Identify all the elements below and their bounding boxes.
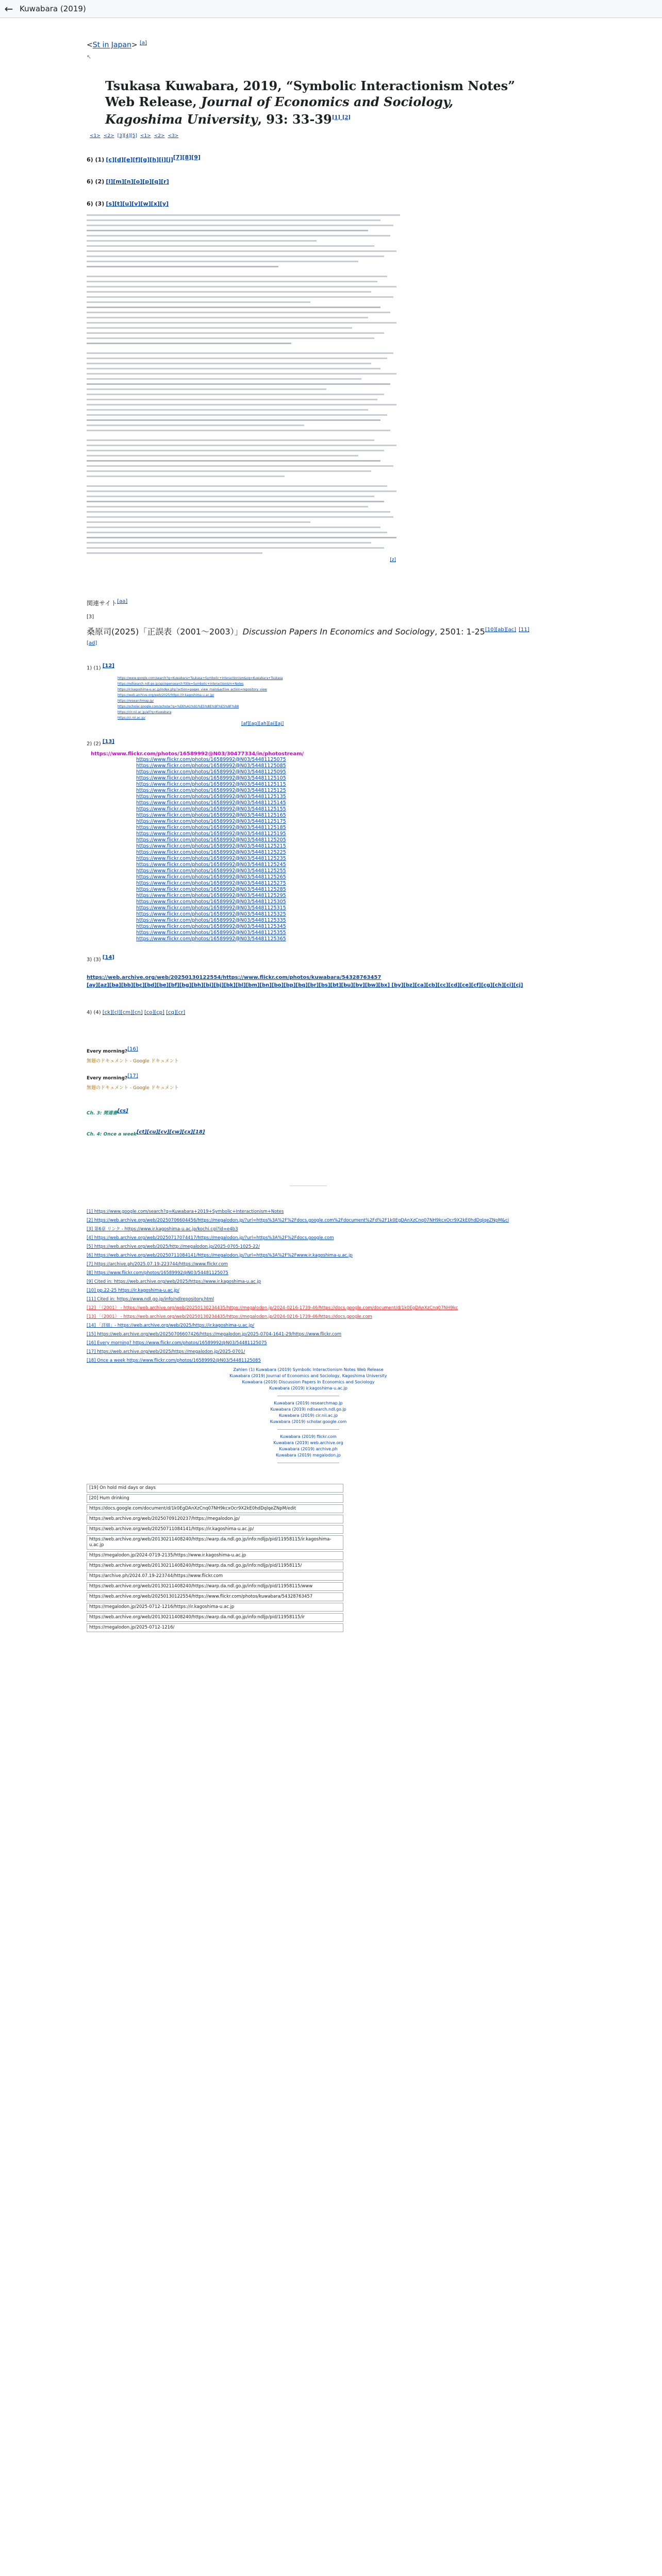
list-item[interactable]: https://researchmap.jp/ — [118, 699, 154, 703]
text-line — [87, 552, 262, 554]
chapter-4: Ch. 4: Once a week[ct][cu][cv][cw][cx][18] — [87, 1129, 205, 1137]
text-line — [87, 358, 387, 359]
text-line — [87, 250, 396, 252]
text-line — [87, 404, 396, 405]
text-line — [87, 455, 358, 456]
text-line — [87, 296, 393, 298]
note-box[interactable]: https://archive.ph/2024.07.19-223744/https://www.flickr.com — [87, 1572, 343, 1581]
text-line — [87, 516, 393, 518]
reference-item[interactable]: [13] 「《2001》 - https://web.archive.org/web/20250130234435/https://megalodon.jp/2024-0216-1739-46/https://docs.google.com — [87, 1314, 372, 1319]
index-item[interactable]: Kuwabara (2019) researchmap.jp — [274, 1400, 343, 1405]
text-line — [87, 363, 371, 364]
text-line — [87, 256, 384, 257]
text-line — [87, 327, 352, 329]
text-line — [87, 537, 396, 538]
text-line — [87, 343, 291, 344]
section-link[interactable]: [c][d][e][f][g][h][i][j] — [106, 156, 173, 163]
note-box[interactable]: [19] On hold mid days or days — [87, 1484, 343, 1493]
text-line — [87, 383, 390, 385]
text-line — [87, 547, 384, 549]
related-sites: 関連サイト[aa] — [87, 598, 128, 607]
section-label: 6) (1) — [87, 156, 105, 163]
text-line — [87, 419, 380, 421]
text-line — [87, 240, 317, 242]
text-line — [87, 445, 396, 446]
text-line — [87, 425, 304, 426]
toc-link[interactable]: [3][4][5] — [117, 133, 137, 139]
section-link[interactable]: [l][m][n][o][p][q][r] — [106, 178, 169, 185]
subsection-3: 3) (3) [14] — [87, 954, 114, 962]
reference-item[interactable]: [8] https://www.flickr.com/photos/16589992@N03/54481125075 — [87, 1270, 228, 1276]
text-line — [87, 496, 374, 497]
divider: ―――――――― — [290, 1183, 327, 1189]
flickr-link[interactable]: https://www.flickr.com/photos/16589992@N03/54481125345 — [136, 923, 286, 929]
index-item[interactable]: Kuwabara (2019) ir.kagoshima-u.ac.jp — [269, 1385, 347, 1391]
note-box[interactable]: https://web.archive.org/web/20130211408240/https://warp.da.ndl.go.jp/info:ndljp/pid/11958115/www — [87, 1582, 343, 1591]
breadcrumb: <St in Japan> [a] — [87, 40, 147, 49]
flickr-link[interactable]: https://www.flickr.com/photos/16589992@N03/54481125255 — [136, 868, 286, 874]
text-line — [87, 460, 380, 462]
section-link[interactable]: [s][t][u][v][w][x][y] — [106, 200, 169, 207]
list-item[interactable]: https://ci.nii.ac.jp/ — [118, 716, 145, 720]
text-line — [87, 399, 377, 400]
text-line — [87, 337, 374, 339]
text-line — [87, 281, 377, 282]
index-item[interactable]: Kuwabara (2019) flickr.com — [280, 1434, 337, 1439]
text-line — [87, 511, 390, 513]
text-line — [87, 266, 278, 267]
text-line — [87, 409, 368, 411]
note-box[interactable]: https://web.archive.org/web/20130211408240/https://warp.da.ndl.go.jp/info:ndljp/pid/11958115/ir.kagoshima-u.ac.jp — [87, 1535, 343, 1550]
reference-item[interactable]: [14] 「詳細」- https://web.archive.org/web/2025/https://ir.kagoshima-u.ac.jp/ — [87, 1323, 255, 1328]
flickr-link[interactable]: https://www.flickr.com/photos/16589992@N03/54481125175 — [136, 818, 286, 824]
text-line — [87, 317, 368, 318]
reference-list — [87, 1209, 530, 1364]
note-box[interactable]: https://megalodon.jp/2025-0712-1216/ — [87, 1623, 343, 1632]
doc-link-1[interactable]: 無題のドキュメント - Google ドキュメント — [87, 1058, 179, 1064]
index-item[interactable]: Kuwabara (2019) cir.nii.ac.jp — [278, 1413, 338, 1418]
list-item[interactable]: https://ir.kagoshima-u.ac.jp/index.php?action=pages_view_main&active_action=repository_view — [118, 688, 267, 692]
text-line — [87, 532, 387, 533]
list-item[interactable]: https://scholar.google.com/scholar?q=%E6%A1%91%E5%8E%9F%E5%8F%B8 — [118, 705, 239, 709]
flickr-link[interactable]: https://www.flickr.com/photos/16589992@N03/54481125315 — [136, 905, 286, 911]
reference-item[interactable]: [4] https://web.archive.org/web/20250717074417/https://megalodon.jp/?url=https%3A%2F%2Fdocs.google.com — [87, 1235, 334, 1241]
reference-item[interactable]: [18] Once a week https://www.flickr.com/photos/16589992@N03/54481125085 — [87, 1358, 261, 1363]
flickr-link[interactable]: https://www.flickr.com/photos/16589992@N03/54481125245 — [136, 861, 286, 868]
flickr-link[interactable]: https://www.flickr.com/photos/16589992@N03/54481125305 — [136, 899, 286, 905]
index-item[interactable]: Kuwabara (2019) archive.ph — [279, 1446, 338, 1451]
index-item[interactable]: Kuwabara (2019) ndlsearch.ndl.go.jp — [270, 1406, 346, 1412]
text-line — [87, 414, 387, 416]
text-line — [87, 439, 374, 441]
section-label: 6) (2) — [87, 178, 105, 185]
reference-item[interactable]: [1] https://www.google.com/search?q=Kuwabara+2019+Symbolic+Interactionism+Notes — [87, 1209, 284, 1214]
text-line — [87, 465, 393, 467]
index-item[interactable]: Kuwabara (2019) Journal of Economics and Sociology, Kagoshima University — [229, 1373, 387, 1378]
flickr-link[interactable]: https://www.flickr.com/photos/16589992@N03/54481125085 — [136, 762, 286, 769]
text-line — [87, 542, 371, 544]
flickr-header-link[interactable]: https://www.flickr.com/photos/16589992@N03/30477334/in/photostream/ — [91, 751, 304, 757]
note-box[interactable]: https://web.archive.org/web/20250709120237/https://megalodon.jp/ — [87, 1515, 343, 1523]
text-line — [87, 368, 380, 369]
toc-nav — [90, 133, 530, 139]
reference-item[interactable]: [11] Cited in: https://www.ndl.go.jp/info/ndlrepository.html — [87, 1296, 214, 1302]
flickr-link[interactable]: https://www.flickr.com/photos/16589992@N03/54481125135 — [136, 793, 286, 800]
index-list — [87, 1367, 530, 1463]
reference-item[interactable]: [15] https://web.archive.org/web/20250706607426/https://megalodon.jp/2025-0704-1641-29/https://www.flickr.com — [87, 1331, 341, 1337]
reference-item[interactable]: [2] https://web.archive.org/web/20250706604456/https://megalodon.jp/?url=https%3A%2F%2Fdocs.google.com%2Fdocument%2Fd%2F1k0EgDAnXzCnq07NH9kcxOcr9X2kE0hdDqlqeZNpM&ci — [87, 1217, 509, 1223]
flickr-link[interactable]: https://www.flickr.com/photos/16589992@N03/54481125125 — [136, 787, 286, 793]
toc-link[interactable]: <3> — [168, 133, 179, 139]
flickr-link[interactable]: https://www.flickr.com/photos/16589992@N03/54481125365 — [136, 936, 286, 942]
note-box[interactable]: https://web.archive.org/web/20250711084141/https://ir.kagoshima-u.ac.jp/ — [87, 1525, 343, 1534]
section-list — [87, 154, 530, 207]
subsection-2: 2) (2) [13] — [87, 739, 114, 747]
doc-link-2[interactable]: 無題のドキュメント - Google ドキュメント — [87, 1085, 179, 1091]
text-line — [87, 276, 387, 277]
flickr-link[interactable]: https://www.flickr.com/photos/16589992@N03/54481125215 — [136, 843, 286, 849]
every-morning-1: Every morning?[16] — [87, 1046, 138, 1054]
flickr-link[interactable]: https://www.flickr.com/photos/16589992@N03/54481125165 — [136, 812, 286, 818]
note-box[interactable]: https://web.archive.org/web/20130211408240/https://warp.da.ndl.go.jp/info:ndljp/pid/11958115/ — [87, 1562, 343, 1570]
text-line — [87, 373, 396, 375]
flickr-link[interactable]: https://www.flickr.com/photos/16589992@N03/54481125145 — [136, 800, 286, 806]
list-item[interactable]: https://web.archive.org/web/2025/https://ir.kagoshima-u.ac.jp/ — [118, 693, 214, 698]
note-box[interactable]: https://megalodon.jp/2025-0712-1216/https://ir.kagoshima-u.ac.jp — [87, 1603, 343, 1612]
citation-2025: [3] 桑原司(2025)「正誤表（2001〜2003）」Discussion Papers In Economics and Sociology, 2501: 1-25[10][ab][ac] [11][ad] — [87, 614, 529, 646]
index-item[interactable]: Kuwabara (2019) web.archive.org — [273, 1440, 343, 1445]
section-heading — [87, 200, 530, 207]
footnote-ref[interactable]: [a] — [140, 40, 147, 46]
text-line — [87, 307, 380, 308]
index-item[interactable]: Kuwabara (2019) Discussion Papers In Economics and Sociology — [242, 1379, 375, 1384]
text-line — [87, 214, 400, 216]
flickr-link[interactable]: https://www.flickr.com/photos/16589992@N03/54481125285 — [136, 886, 286, 892]
flickr-link[interactable]: https://www.flickr.com/photos/16589992@N03/54481125195 — [136, 831, 286, 837]
note-box[interactable]: [20] Hum drinking — [87, 1494, 343, 1503]
link-list — [118, 676, 530, 720]
flickr-link[interactable]: https://www.flickr.com/photos/16589992@N03/54481125205 — [136, 837, 286, 843]
section-label: 6) (3) — [87, 200, 105, 207]
footnote-ref[interactable]: [1] [2] — [332, 114, 351, 121]
flickr-link[interactable]: https://www.flickr.com/photos/16589992@N03/54481125295 — [136, 892, 286, 899]
text-line — [87, 245, 374, 247]
text-line — [87, 485, 387, 487]
flickr-link[interactable]: https://www.flickr.com/photos/16589992@N03/54481125335 — [136, 917, 286, 923]
text-line — [87, 430, 390, 431]
index-item[interactable]: Kuwabara (2019) megalodon.jp — [276, 1452, 341, 1458]
text-line — [87, 527, 380, 528]
text-line — [87, 470, 371, 472]
text-line — [87, 450, 384, 451]
toc-link[interactable]: <1> — [90, 133, 101, 139]
reference-item[interactable]: [6] https://web.archive.org/web/20250711084141/https://megalodon.jp/?url=https%3A%2F%2Fwww.ir.kagoshima-u.ac.jp — [87, 1252, 353, 1258]
list-item[interactable]: https://ndlsearch.ndl.go.jp/api/opensearch?title=Symbolic+Interactionism+Notes — [118, 682, 244, 686]
subsection-1: 1) (1) [12] — [87, 663, 114, 671]
flickr-link[interactable]: https://www.flickr.com/photos/16589992@N03/54481125275 — [136, 880, 286, 886]
endnote: [z] — [390, 557, 396, 563]
index-item[interactable]: Zahlen (1) Kuwabara (2019) Symbolic Interactionism Notes Web Release — [233, 1367, 384, 1372]
section-heading — [87, 154, 530, 163]
flickr-link[interactable]: https://www.flickr.com/photos/16589992@N03/54481125355 — [136, 929, 286, 936]
reference-item[interactable]: [9] Cited in: https://web.archive.org/web/2025/https://www.ir.kagoshima-u.ac.jp — [87, 1279, 261, 1284]
flickr-link[interactable]: https://www.flickr.com/photos/16589992@N03/54481125095 — [136, 769, 286, 775]
text-line — [87, 490, 396, 492]
arrow-left-icon[interactable]: ← — [4, 3, 13, 15]
reference-item[interactable]: [16] Every morning? https://www.flickr.com/photos/16589992@N03/54481125075 — [87, 1340, 267, 1346]
text-line — [87, 322, 396, 324]
text-line — [87, 378, 361, 380]
text-line — [87, 225, 393, 226]
toc-link[interactable]: <1> — [140, 133, 151, 139]
section-heading — [87, 178, 530, 185]
flickr-link[interactable]: https://www.flickr.com/photos/16589992@N03/54481125185 — [136, 824, 286, 831]
reference-item[interactable]: [3] 第6章 リンク - https://www.ir.kagoshima-u.ac.jp/kochi.cgi?id=e4b3 — [87, 1226, 238, 1232]
divider-line — [277, 1429, 339, 1430]
reference-item[interactable]: [12] 「《2001》 - https://web.archive.org/web/20250130234435/https://megalodon.jp/2024-0216-1739-46/https://docs.google.com/document/d/1k0EgDAnXzCnq07NH9kc — [87, 1305, 458, 1311]
text-line — [87, 312, 390, 313]
page-title: Kuwabara (2019) — [20, 4, 86, 13]
note-box[interactable]: https://web.archive.org/web/20130211408240/https://warp.da.ndl.go.jp/info:ndljp/pid/11958115/ir — [87, 1613, 343, 1622]
text-line — [87, 230, 368, 231]
reference-item[interactable]: [10] pp.22-25 https://ir.kagoshima-u.ac.jp/ — [87, 1287, 179, 1293]
flickr-links — [136, 757, 530, 942]
text-line — [87, 506, 368, 507]
subsection-4: 4) (4) [ck][cl][cm][cn] [co][cp] [cq][cr] — [87, 1009, 186, 1015]
chapter-3: Ch. 3: 関連書[cs] — [87, 1108, 128, 1116]
reference-item[interactable]: [17] https://web.archive.org/web/2025/https://megalodon.jp/2025-0701/ — [87, 1349, 245, 1354]
lead-mark: ↖ — [87, 53, 92, 60]
footnote-ref[interactable]: [7][8][9] — [173, 154, 201, 161]
flickr-link[interactable]: https://www.flickr.com/photos/16589992@N03/54481125105 — [136, 775, 286, 781]
text-line — [87, 476, 285, 477]
text-line — [87, 521, 310, 523]
toc-link[interactable]: <2> — [103, 133, 114, 139]
bottom-notes — [87, 1484, 530, 1632]
text-line — [87, 261, 358, 262]
flickr-link[interactable]: https://www.flickr.com/photos/16589992@N03/54481125265 — [136, 874, 286, 880]
flickr-link[interactable]: https://www.flickr.com/photos/16589992@N03/54481125075 — [136, 756, 286, 762]
toc-link[interactable]: <2> — [154, 133, 165, 139]
text-line — [87, 291, 371, 293]
flickr-link[interactable]: https://www.flickr.com/photos/16589992@N03/54481125235 — [136, 855, 286, 861]
reference-item[interactable]: [5] https://web.archive.org/web/2025/http://megalodon.jp/2025-0705-1025-22/ — [87, 1244, 260, 1249]
flickr-link[interactable]: https://www.flickr.com/photos/16589992@N03/54481125115 — [136, 781, 286, 787]
top-bar — [0, 0, 662, 18]
text-line — [87, 332, 384, 334]
body-lines — [87, 214, 530, 554]
text-line — [87, 501, 384, 502]
list-item[interactable]: https://www.google.com/search?q=Kuwabara+Tsukasa+Symbolic+Interactionism&oq=Kuwabara+Tsukasa — [118, 676, 283, 681]
note-box[interactable]: https://web.archive.org/web/20250130122554/https://www.flickr.com/photos/kuwabara/54328763457 — [87, 1592, 343, 1601]
text-line — [87, 235, 390, 236]
note-box[interactable]: https://megalodon.jp/2024-0719-2135/https://www.ir.kagoshima-u.ac.jp — [87, 1551, 343, 1560]
article-content: <St in Japan> [a] ↖ Tsukasa Kuwabara, 2019, “Symbolic Interactionism Notes” Web Release, Journal of Economics and Sociology, Kagoshima University, 93: 33-39[1] [2] <1> <2> [3][4][5] <1> <2> <3> 6) (1) [c][d][e][f][g][h][i][j][7][8][9] 6) (2) [l][m][n][o][p][q][r] 6) (3) [s][t][u][v][w][x][y] [z] 関連サイト[aa] [3] 桑原司(2025)「正誤表（2001〜2003）」Discussion Papers In Economics and Sociology, 2501: 1-25[10][ab][ac] [11][ad] 1) (1) [12] https://www.google.com/search?q=Kuwabara+Tsukasa+Symbolic+Interactionism&oq=Kuwabara+Tsukasa https://ndlsearch.ndl.go.jp/api/opensearch?title=Symbolic+Interactionism+Notes https://ir.kagoshima-u.ac.jp/index.php?action=pages_view_main&active_action=repository_view https://web.archive.org/web/2025/https://ir.kagoshima-u.ac.jp/ https://researchmap.jp/ https://scholar.google.com/scholar?q=%E6%A1%91%E5%8E%9F%E5%8F%B8 https://cir.nii.ac.jp/all?q=Kuwabara https://ci.nii.ac.jp/ [af][ag][ah][ai][aj] 2) (2) [13] https://www.flickr.com/photos/16589992@N03/30477334/in/photostream/ https://www.flickr.com/photos/16589992@N03/54481125075 https://www.flickr.com/photos/16589992@N03/54481125085 https://www.flickr.com/photos/16589992@N03/54481125095 https://www.flickr.com/photos/16589992@N03/54481125105 https://www.flickr.com/photos/16589992@N03/54481125115 https://www.flickr.com/photos/16589992@N03/54481125125 https://www.flickr.com/photos/16589992@N03/54481125135 https://www.flickr.com/photos/16589992@N03/54481125145 https://www.flickr.com/photos/16589992@N03/54481125155 https://www.flickr.com/photos/16589992@N03/54481125165 https://www.flickr.com/photos/16589992@N03/54481125175 https://www.flickr.com/photos/16589992@N03/54481125185 https://www.flickr.com/photos/16589992@N03/54481125195 https://www.flickr.com/photos/16589992@N03/54481125205 https://www.flickr.com/photos/16589992@N03/54481125215 https://www.flickr.com/photos/16589992@N03/54481125225 https://www.flickr.com/photos/16589992@N03/54481125235 https://www.flickr.com/photos/16589992@N03/54481125245 https://www.flickr.com/photos/16589992@N03/54481125255 https://www.flickr.com/photos/16589992@N03/54481125265 https://www.flickr.com/photos/16589992@N03/54481125275 https://www.flickr.com/photos/16589992@N03/54481125285 https://www.flickr.com/photos/16589992@N03/54481125295 https://www.flickr.com/photos/16589992@N03/54481125305 https://www.flickr.com/photos/16589992@N03/54481125315 https://www.flickr.com/photos/16589992@N03/54481125325 https://www.flickr.com/photos/16589992@N03/54481125335 https://www.flickr.com/photos/16589992@N03/54481125345 https://www.flickr.com/photos/16589992@N03/54481125355 https://www.flickr.com/photos/16589992@N03/54481125365 3) (3) [14] https://web.archive.org/web/20250130122554/https://www.flickr.com/photos/kuwabara/54328763457 [ay][az][ba][bb][bc][bd][be][bf][bg][bh][bi][bj][bk][bl][bm][bn][bo][bp][bq][br][bs][bt][bu][bv][bw][bx] [by][bz][ca][cb][cc][cd][ce][cf][cg][ch][ci][cj] 4) (4) [ck][cl][cm][cn] [co][cp] [cq][cr] Every morning?[16] 無題のドキュメント - Google ドキュメント Every morning?[17] 無題のドキュメント - Google ドキュメント Ch. 3: 関連書[cs] Ch. 4: Once a week[ct][cu][cv][cw][cx][18] ―――――――― [1] https://www.google.com/search?q=Kuwabara+2019+Symbolic+Interactionism+Notes [2] https://web.archive.org/web/20250706604456/https://megalodon.jp/?url=https%3A%2F%2Fdocs.google.com%2Fdocument%2Fd%2F1k0EgDAnXzCnq07NH9kcxOcr9X2kE0hdDqlqeZNpM&ci [3] 第6章 リンク - https://www.ir.kagoshima-u.ac.jp/kochi.cgi?id=e4b3 [4] https://web.archive.org/web/20250717074417/https://megalodon.jp/?url=https%3A%2F%2Fdocs.google.com [5] https://web.archive.org/web/2025/http://megalodon.jp/2025-0705-1025-22/ [6] https://web.archive.org/web/20250711084141/https://megalodon.jp/?url=https%3A%2F%2Fwww.ir.kagoshima-u.ac.jp [7] https://archive.ph/2025.07.19-223744/https://www.flickr.com [8] https://www.flickr.com/photos/16589992@N03/54481125075 [9] Cited in: https://web.archive.org/web/2025/https://www.ir.kagoshima-u.ac.jp [10] pp.22-25 https://ir.kagoshima-u.ac.jp/ [11] Cited in: https://www.ndl.go.jp/info/ndlrepository.html [12] 「《2001》 - https://web.archive.org/web/20250130234435/https://megalodon.jp/2024-0216-1739-46/https://docs.google.com/document/d/1k0EgDAnXzCnq07NH9kc [13] 「《2001》 - https://web.archive.org/web/20250130234435/https://megalodon.jp/2024-0216-1739-46/https://docs.google.com [14] 「詳細」- https://web.archive.org/web/2025/https://ir.kagoshima-u.ac.jp/ [15] https://web.archive.org/web/20250706607426/https://megalodon.jp/2025-0704-1641-29/https://www.flickr.com [16] Every morning? https://www.flickr.com/photos/16589992@N03/54481125075 [17] https://web.archive.org/web/2025/https://megalodon.jp/2025-0701/ [18] Once a week https://www.flickr.com/photos/16589992@N03/54481125085 Zahlen (1) Kuwabara (2019) Symbolic Interactionism Notes Web Release Kuwabara (2019) Journal of Economics and Sociology, Kagoshima University Kuwabara (2019) Discussion Papers In Economics and Sociology Kuwabara (2019) ir.kagoshima-u.ac.jp Kuwabara (2019) researchmap.jp Kuwabara (2019) ndlsearch.ndl.go.jp Kuwabara (2019) cir.nii.ac.jp Kuwabara (2019) scholar.google.com Kuwabara (2019) flickr.com Kuwabara (2019) web.archive.org Kuwabara (2019) archive.ph Kuwabara (2019) megalodon.jp [19] On hold mid days or days [20] Hum drinking https://docs.google.com/document/d/1k0EgDAnXzCnq07NH9kcxOcr9X2kE0hdDqlqeZNpM/edit https://web.archive.org/web/20250709120237/https://megalodon.jp/ https://web.archive.org/web/20250711084141/https://ir.kagoshima-u.ac.jp/ https://web.archive.org/web/20130211408240/https://warp.da.ndl.go.jp/info:ndljp/pid/11958115/ir.kagoshima-u.ac.jp https://megalodon.jp/2024-0719-2135/https://www.ir.kagoshima-u.ac.jp https://web.archive.org/web/20130211408240/https://warp.da.ndl.go.jp/info:ndljp/pid/11958115/ https://archive.ph/2024.07.19-223744/https://www.flickr.com https://web.archive.org/web/20130211408240/https://warp.da.ndl.go.jp/info:ndljp/pid/11958115/www https://web.archive.org/web/20250130122554/https://www.flickr.com/photos/kuwabara/54328763457 https://megalodon.jp/2025-0712-1216/https://ir.kagoshima-u.ac.jp https://web.archive.org/web/20130211408240/https://warp.da.ndl.go.jp/info:ndljp/pid/11958115/ir https://megalodon.jp/2025-0712-1216/ — [87, 31, 530, 1634]
page-heading: Tsukasa Kuwabara, 2019, “Symbolic Interactionism Notes” Web Release, Journal of Economics and Sociology, Kagoshima University, 93: 33-39[1] [2] — [105, 78, 515, 127]
breadcrumb-link[interactable]: St in Japan — [92, 41, 131, 49]
text-line — [87, 394, 384, 395]
note-box[interactable]: https://docs.google.com/document/d/1k0EgDAnXzCnq07NH9kcxOcr9X2kE0hdDqlqeZNpM/edit — [87, 1504, 343, 1513]
reference-item[interactable]: [7] https://archive.ph/2025.07.19-223744/https://www.flickr.com — [87, 1261, 228, 1267]
text-line — [87, 301, 310, 303]
text-line — [87, 286, 396, 287]
text-line — [87, 219, 380, 221]
index-item[interactable]: Kuwabara (2019) scholar.google.com — [270, 1419, 347, 1424]
text-line — [87, 388, 326, 390]
flickr-link[interactable]: https://www.flickr.com/photos/16589992@N03/54481125155 — [136, 806, 286, 812]
text-line — [87, 352, 393, 354]
every-morning-2: Every morning?[17] — [87, 1073, 138, 1081]
flickr-link[interactable]: https://www.flickr.com/photos/16589992@N03/54481125325 — [136, 911, 286, 917]
archive-block: https://web.archive.org/web/20250130122554/https://www.flickr.com/photos/kuwabara/54328763457 [ay][az][ba][bb][bc][bd][be][bf][bg][bh][bi][bj][bk][bl][bm][bn][bo][bp][bq][br][bs][bt][bu][bv][bw][bx] [by][bz][ca][cb][cc][cd][ce][cf][cg][ch][ci][cj] — [87, 974, 523, 988]
list-item[interactable]: https://cir.nii.ac.jp/all?q=Kuwabara — [118, 710, 172, 715]
flickr-link[interactable]: https://www.flickr.com/photos/16589992@N03/54481125225 — [136, 849, 286, 855]
